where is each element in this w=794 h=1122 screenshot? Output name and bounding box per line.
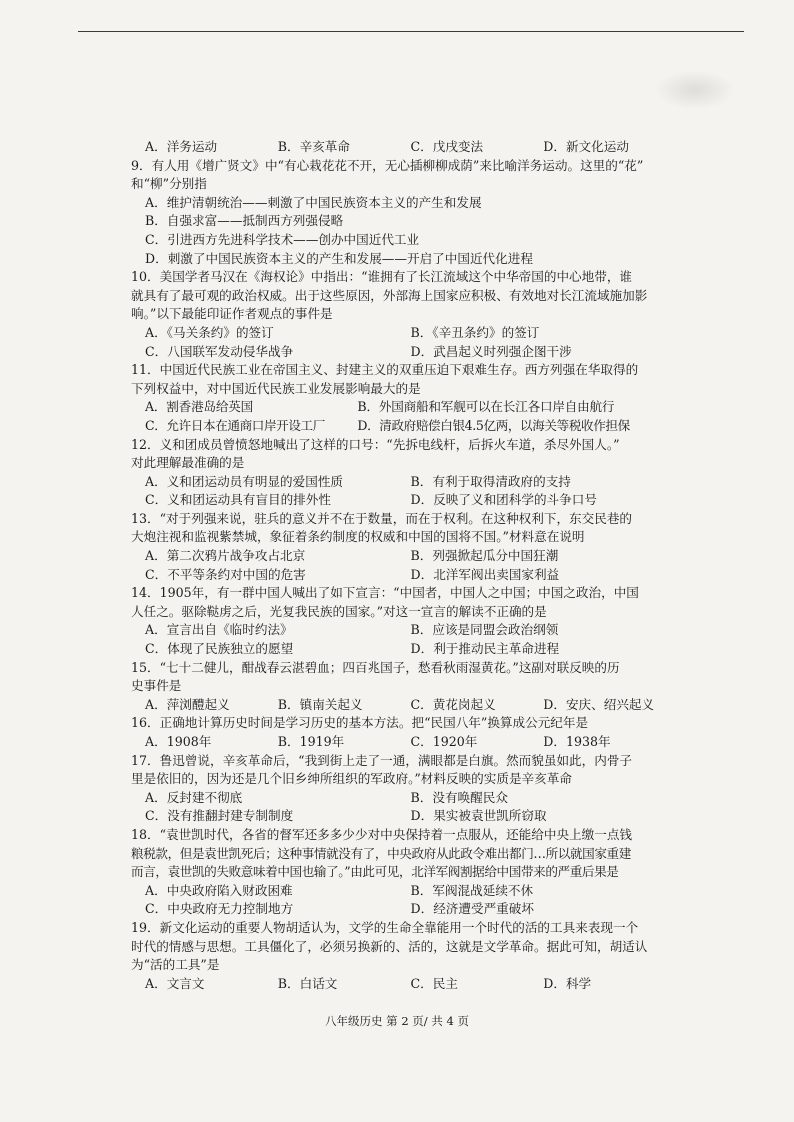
option-c: C．引进西方先进科学技术——创办中国近代工业: [145, 231, 420, 247]
option-c: C．1920年: [410, 734, 478, 749]
option-c: C．中央政府无力控制地方: [145, 901, 294, 917]
option-d: D．果实被袁世凯所窃取: [410, 808, 547, 824]
question-stem: 响。”以下最能印证作者观点的事件是: [131, 306, 333, 322]
page-footer: 八年级历史 第 2 页/ 共 4 页: [325, 1014, 469, 1028]
option-d: D．新文化运动: [543, 139, 629, 154]
option-b: B．《辛丑条约》的签订: [410, 324, 540, 340]
option-b: B．应该是同盟会政治纲领: [410, 622, 559, 638]
option-b: B．外国商船和军舰可以在长江各口岸自由航行: [357, 399, 615, 415]
question-stem: 就具有了最可观的政治权威。出于这些原因，外部海上国家应积极、有效地对长江流域施加影: [131, 287, 648, 303]
question-19: [131, 919, 676, 993]
option-a: A．第二次鸦片战争攻占北京: [145, 548, 306, 564]
exam-content: [131, 138, 676, 993]
option-c: C．义和团运动具有盲目的排外性: [145, 492, 331, 508]
question-stem: 9．有人用《增广贤文》中“有心栽花花不开，无心插柳柳成荫”来比喻洋务运动。这里的“花”: [131, 157, 644, 173]
options-row: [131, 696, 676, 715]
option-d: D．反映了义和团科学的斗争口号: [410, 492, 597, 508]
option-a: A．1908年: [145, 734, 212, 749]
option-b: B．有利于取得清政府的支持: [410, 473, 571, 489]
question-stem: 18．“袁世凯时代，各省的督军还多多少少对中央保持着一点服从，还能给中央上缴一点钱: [131, 826, 633, 842]
options-row: [131, 789, 676, 808]
option-c: C．戊戌变法: [410, 139, 484, 154]
options-row: [131, 621, 676, 640]
option-c: C．民主: [410, 975, 458, 991]
option-d: D．北洋军阀出卖国家利益: [410, 566, 560, 582]
option-a: A．割香港岛给英国: [145, 399, 254, 415]
option-b: B．辛亥革命: [277, 139, 350, 154]
question-9: [131, 157, 676, 269]
option-d: D．科学: [543, 975, 592, 991]
option-c: C．体现了民族独立的愿望: [145, 641, 294, 657]
question-stem: 14．1905年，有一群中国人喊出了如下宣言：“中国者，中国人之中国；中国之政治，中国: [131, 585, 639, 601]
options-row: [131, 343, 676, 362]
question-10: [131, 268, 676, 361]
question-stem: 13．“对于列强来说，驻兵的意义并不在于数量，而在于权利。在这种权利下，东交民巷的: [131, 510, 633, 526]
question-stem: 10．美国学者马汉在《海权论》中指出：“谁拥有了长江流域这个中华帝国的中心地带，谁: [131, 269, 633, 285]
option-d: D．清政府赔偿白银4.5亿两，以海关等税收作担保: [357, 417, 630, 433]
options-row: [131, 882, 676, 901]
option-a: A．《马关条约》的签订: [145, 324, 274, 340]
options-row: [131, 324, 676, 343]
option-a: A．洋务运动: [145, 139, 218, 154]
question-stem: 下列权益中，对中国近代民族工业发展影响最大的是: [131, 380, 421, 396]
option-d: D．经济遭受严重破坏: [410, 901, 534, 917]
option-a: A．萍浏醴起义: [145, 696, 230, 712]
option-b: B．白话文: [277, 975, 338, 991]
option-c: C．没有推翻封建专制制度: [145, 808, 294, 824]
question-8-options: [131, 138, 676, 157]
question-stem: 史事件是: [131, 678, 182, 694]
question-stem: 11．中国近代民族工业在帝国主义、封建主义的双重压迫下艰难生存。西方列强在华取得的: [131, 362, 639, 378]
question-stem: 为“活的工具”是: [131, 957, 220, 973]
options-row: [131, 975, 676, 994]
options-row: [131, 733, 676, 752]
question-stem: 大炮注视和监视紫禁城，象征着条约制度的权威和中国的国将不国。”材料意在说明: [131, 529, 585, 545]
options-row: [131, 398, 676, 417]
options-row: [131, 807, 676, 826]
question-stem: 里是依旧的，因为还是几个旧乡绅所组织的军政府。”材料反映的实质是辛亥革命: [131, 771, 572, 787]
scan-smudge: [655, 70, 735, 110]
option-b: B．镇南关起义: [277, 696, 363, 712]
question-stem: 15．“七十二健儿，酣战春云湛碧血；四百兆国子，愁看秋雨湿黄花。”这副对联反映的历: [131, 659, 620, 675]
question-stem: 和“柳”分别指: [131, 176, 207, 192]
question-stem: 16．正确地计算历史时间是学习历史的基本方法。把“民国八年”换算成公元纪年是: [131, 715, 589, 731]
option-c: C．黄花岗起义: [410, 696, 496, 712]
option-b: B．自强求富——抵制西方列强侵略: [145, 213, 344, 229]
question-stem: 粮税款，但是袁世凯死后；这种事情就没有了，中央政府从此政令难出都门…所以就国家重建: [131, 845, 631, 861]
option-b: B．列强掀起瓜分中国狂潮: [410, 548, 559, 564]
option-d: D．刺激了中国民族资本主义的产生和发展——开启了中国近代化进程: [145, 250, 533, 266]
question-stem: 而言，袁世凯的失败意味着中国也输了。”由此可见，北洋军阀割据给中国带来的严重后果是: [131, 864, 619, 880]
question-stem: 对此理解最准确的是: [131, 455, 245, 471]
option-a: A．文言文: [145, 975, 205, 991]
question-11: [131, 361, 676, 435]
options-row: [131, 473, 676, 492]
option-d: D．武昌起义时列强企图干涉: [410, 343, 572, 359]
question-stem: 人任之。驱除鞑虏之后，光复我民族的国家。”对这一宣言的解读不正确的是: [131, 603, 547, 619]
question-16: [131, 714, 676, 751]
top-rule: [78, 31, 744, 32]
options-row: [131, 566, 676, 585]
option-a: A．义和团运动员有明显的爱国性质: [145, 473, 344, 489]
question-14: [131, 584, 676, 658]
option-a: A．宣言出自《临时约法》: [145, 622, 293, 638]
option-c: C．允许日本在通商口岸开设工厂: [145, 417, 325, 433]
question-stem: 时代的情感与思想。工具僵化了，必须另换新的、活的，这就是文学革命。据此可知，胡适认: [131, 938, 648, 954]
question-stem: 12．义和团成员曾愤怒地喊出了这样的口号：“先拆电线杆，后拆火车道，杀尽外国人。”: [131, 436, 620, 452]
options-row: [131, 417, 676, 436]
option-a: A．维护清朝统治——刺激了中国民族资本主义的产生和发展: [145, 194, 482, 210]
options-row: [131, 138, 676, 157]
option-c: C．八国联军发动侵华战争: [145, 343, 294, 359]
question-13: [131, 510, 676, 584]
question-stem: 17．鲁迅曾说，辛亥革命后，“我到街上走了一通，满眼都是白旗。然而貌虽如此，内骨子: [131, 752, 633, 768]
option-a: A．反封建不彻底: [145, 789, 243, 805]
question-12: [131, 436, 676, 510]
question-15: [131, 659, 676, 715]
option-b: B．军阀混战延续不休: [410, 882, 534, 898]
options-row: [131, 640, 676, 659]
question-stem: 19．新文化运动的重要人物胡适认为，文学的生命全靠能用一个时代的活的工具来表现一个: [131, 919, 639, 935]
option-c: C．不平等条约对中国的危害: [145, 566, 306, 582]
option-a: A．中央政府陷入财政困难: [145, 882, 293, 898]
option-d: D．1938年: [543, 734, 611, 749]
options-row: [131, 547, 676, 566]
options-row: [131, 491, 676, 510]
question-17: [131, 752, 676, 826]
question-18: [131, 826, 676, 919]
option-d: D．利于推动民主革命进程: [410, 641, 560, 657]
option-d: D．安庆、绍兴起义: [543, 696, 655, 712]
option-b: B．没有唤醒民众: [410, 789, 508, 805]
option-b: B．1919年: [277, 734, 345, 749]
options-row: [131, 900, 676, 919]
